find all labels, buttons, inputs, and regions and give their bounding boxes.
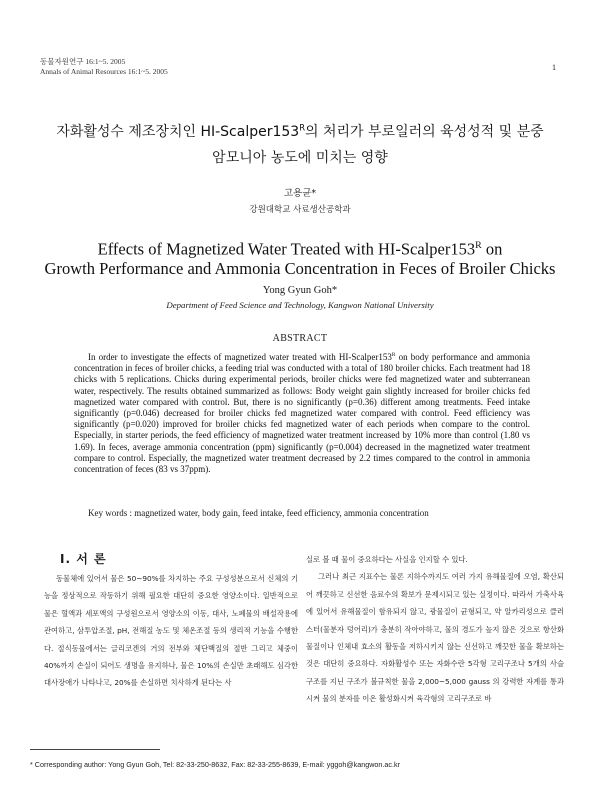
korean-title-line1-rest: 의 처리가 부로일러의 육성성적 및 분중 [305, 124, 544, 140]
korean-title-line1-text: 자화활성수 제조장치인 HI-Scalper153 [56, 124, 300, 140]
intro-left-column [44, 570, 298, 692]
english-title-superscript: R [475, 240, 482, 251]
intro-right-column [306, 551, 564, 708]
intro-paragraph-2: 그러나 최근 지표수는 물론 지하수까지도 여러 가지 유해물질에 오염, 확산되어 깨끗하고 신선한 음료수의 확보가 문제시되고 있는 실정이다. 따라서 가축사육에 있어서 유해물질이 함유되지 않고, 광물질이 균형되고, 약 알카리성으로 클러스터(물분자 덩어리)가 충분히 작아야하고, 물의 경도가 높지 않은 것으로 항산화물질이나 인체내 효소의 활동을 저하시키지 않는 신선하고 깨끗한 물을 확보하는 것은 대단히 중요하다. 자화활성수 또는 자화수란 5각형 고리구조나 5개의 사슬구조를 지닌 구조가 불규칙한 물을 2,000~5,000 gauss 의 강력한 자계를 통과시켜 물의 분자를 이온 활성화시켜 육각형의 고리구조로 바 [306, 572, 564, 704]
english-affiliation: Department of Feed Science and Technology, Kangwon National University [166, 300, 434, 310]
abstract-superscript: R [391, 352, 396, 358]
abstract-text: In order to investigate the effects of magnetized water treated with HI-Scalper153 [88, 352, 392, 362]
korean-affiliation: 강원대학교 사료생산공학과 [249, 205, 351, 215]
abstract-heading: ABSTRACT [272, 333, 328, 344]
korean-title-line1 [30, 121, 570, 141]
intro-paragraph-1: 동물체에 있어서 물은 50~90%를 차지하는 주요 구성성분으로서 신체의 기능을 정상적으로 작동하기 위해 필요한 대단히 중요한 영양소이다. 일반적으로 물은 혈액과 세포액의 구성원으로서 영양소의 이동, 대사, 노폐물의 배설작용에 관여하고, 삼투압조절, pH, 전해질 농도 및 체온조절 등의 생리적 기능을 수행한다. 절식동물에서는 글리코겐의 거의 전부와 체단백질의 절반 그리고 체중이 40%까지 손실이 되어도 생명을 유지하나, 물은 10%의 손실만 초래해도 심각한 대사장애가 나타나고, 20%를 손실하면 치사하게 된다는 사 [44, 574, 298, 688]
keywords: Key words : magnetized water, body gain, feed intake, feed efficiency, ammonia concentration [88, 508, 429, 518]
korean-author: 고용균* [283, 188, 317, 199]
journal-header-english: Annals of Animal Resources 16:1~5. 2005 [40, 67, 168, 76]
korean-title-superscript: R [299, 122, 306, 133]
intro-paragraph-continued: 실로 볼 때 물이 중요하다는 사실을 인지할 수 있다. [306, 555, 468, 564]
english-title-line1-rest: on [481, 239, 503, 259]
section-heading-introduction: Ⅰ. 서 론 [60, 552, 107, 566]
footnote-divider [30, 749, 160, 750]
abstract-body [74, 350, 530, 475]
page-number: 1 [552, 63, 556, 72]
english-title-line2: Growth Performance and Ammonia Concentration in Feces of Broiler Chicks [44, 259, 556, 278]
journal-header-korean: 동물자원연구 16:1~5. 2005 [40, 57, 126, 66]
corresponding-author-footnote: * Corresponding author: Yong Gyun Goh, Tel: 82-33-250-8632, Fax: 82-33-255-8639, E-mail: yggoh@kangwon.ac.kr [30, 760, 400, 769]
korean-title-line2: 암모니아 농도에 미치는 영향 [212, 150, 388, 166]
abstract-text-rest: on body performance and ammonia concentration in feces of broiler chicks, a feeding trial was conducted with a total of 180 broiler chicks. Each treatment had 18 chicks with 5 replications. Chicks during experimental periods, broiler chicks were fed magnetized water and subterranean water, respectively. The results obtained summarized as follows: Body weight gain slightly increased for broiler chicks fed magnetized water compared with control. But, there is no significantly (p=0.36) different among treatments. Feed intake significantly (p=0.046) decreased for broiler chicks fed magnetized water compared with control. Feed efficiency was significantly (p=0.020) improved for broiler chicks fed magnetized water of each periods when compare to the control. Especially, in starter periods, the feed efficiency of magnetized water treatment increased by 10% more than control (1.80 vs 1.69). In feces, average ammonia concentration (ppm) significantly (p=0.004) decreased in the magnetized water treatment compare to control. Especially, the magnetized water treatment decreased by 2.2 times compared to the control in ammonia concentration of feces (83 vs 37ppm). [74, 352, 530, 475]
english-author: Yong Gyun Goh* [262, 285, 338, 296]
english-title-line1-text: Effects of Magnetized Water Treated with HI-Scalper153 [97, 239, 476, 259]
